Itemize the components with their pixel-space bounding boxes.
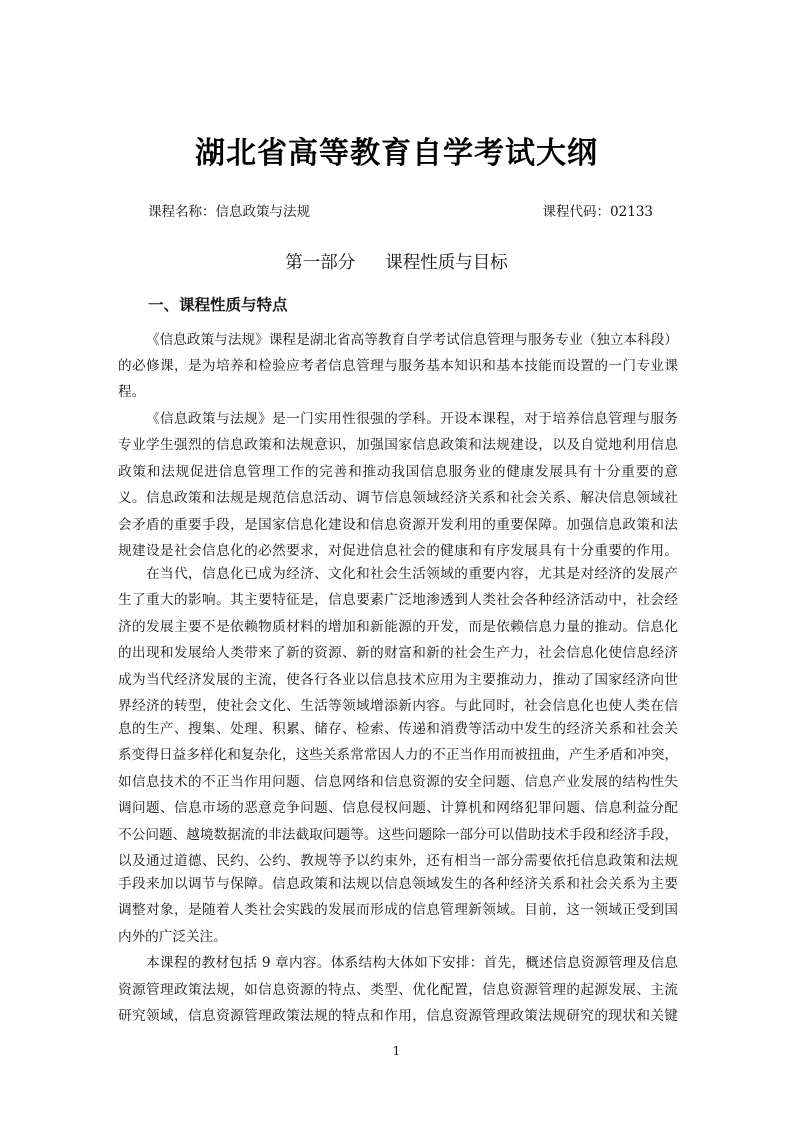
text-line: 济的发展主要不是依赖物质材料的增加和新能源的开发，而是依赖信息力量的推动。信息化 bbox=[118, 619, 678, 635]
text-line: 调整对象，是随着人类社会实践的发展而形成的信息管理新领域。目前，这一领域正受到国 bbox=[118, 902, 678, 918]
text-line: 不公问题、越境数据流的非法截取问题等。这些问题除一部分可以借助技术手段和经济手段， bbox=[118, 827, 678, 843]
text-line: 如信息技术的不正当作用问题、信息网络和信息资源的安全问题、信息产业发展的结构性失 bbox=[118, 774, 678, 790]
text-line: 本课程的教材包括 9 章内容。体系结构大体如下安排：首先，概述信息资源管理及信息 bbox=[146, 955, 678, 971]
text-line: 义。信息政策和法规是规范信息活动、调节信息领域经济关系和社会关系、解决信息领域社 bbox=[118, 490, 678, 506]
text-line: 手段来加以调节与保障。信息政策和法规以信息领域发生的各种经济关系和社会关系为主要 bbox=[118, 876, 678, 892]
course-code: 课程代码：02133 bbox=[542, 204, 653, 220]
text-line: 在当代，信息化已成为经济、文化和社会生活领域的重要内容，尤其是对经济的发展产 bbox=[146, 566, 678, 582]
part-heading bbox=[0, 249, 793, 274]
text-line: 会矛盾的重要手段，是国家信息化建设和信息资源开发利用的重要保障。加强信息政策和法 bbox=[118, 517, 678, 533]
course-name: 课程名称：信息政策与法规 bbox=[148, 204, 310, 220]
text-line: 息的生产、搜集、处理、积累、储存、检索、传递和消费等活动中发生的经济关系和社会关 bbox=[118, 721, 678, 737]
section-heading: 一、课程性质与特点 bbox=[148, 296, 288, 314]
part-name: 课程性质与目标 bbox=[385, 253, 508, 273]
text-line: 的必修课，是为培养和检验应考者信息管理与服务基本知识和基本技能而设置的一门专业课 bbox=[118, 358, 678, 374]
part-number: 第一部分 bbox=[285, 253, 356, 273]
text-line: 规建设是社会信息化的必然要求，对促进信息社会的健康和有序发展具有十分重要的作用。 bbox=[118, 543, 678, 559]
text-line: 以及通过道德、民约、公约、教规等予以约束外，还有相当一部分需要依托信息政策和法规 bbox=[118, 853, 678, 869]
text-line: 专业学生强烈的信息政策和法规意识，加强国家信息政策和法规建设，以及自觉地利用信息 bbox=[118, 437, 678, 453]
text-line: 成为当代经济发展的主流，使各行各业以信息技术应用为主要推动力，推动了国家经济向世 bbox=[118, 672, 678, 688]
text-line: 《信息政策与法规》是一门实用性很强的学科。开设本课程，对于培养信息管理与服务 bbox=[146, 411, 678, 427]
text-line: 的出现和发展给人类带来了新的资源、新的财富和新的社会生产力，社会信息化使信息经济 bbox=[118, 645, 678, 661]
text-line: 生了重大的影响。其主要特征是，信息要素广泛地渗透到人类社会各种经济活动中，社会经 bbox=[118, 592, 678, 608]
text-line: 调问题、信息市场的恶意竞争问题、信息侵权问题、计算机和网络犯罪问题、信息利益分配 bbox=[118, 800, 678, 816]
text-line: 研究领域，信息资源管理政策法规的特点和作用，信息资源管理政策法规研究的现状和关键 bbox=[118, 1008, 678, 1024]
text-line: 政策和法规促进信息管理工作的完善和推动我国信息服务业的健康发展具有十分重要的意 bbox=[118, 464, 678, 480]
text-line: 程。 bbox=[118, 384, 146, 400]
text-line: 《信息政策与法规》课程是湖北省高等教育自学考试信息管理与服务专业（独立本科段） bbox=[146, 332, 678, 348]
page-number: 1 bbox=[392, 1044, 401, 1058]
text-line: 界经济的转型，使社会文化、生活等领域增添新内容。与此同时，社会信息化也使人类在信 bbox=[118, 698, 678, 714]
document-title: 湖北省高等教育自学考试大纲 bbox=[195, 136, 598, 171]
text-line: 系变得日益多样化和复杂化，这些关系常常因人力的不正当作用而被扭曲，产生矛盾和冲突， bbox=[118, 747, 678, 763]
text-line: 资源管理政策法规，如信息资源的特点、类型、优化配置，信息资源管理的起源发展、主流 bbox=[118, 982, 678, 998]
text-line: 内外的广泛关注。 bbox=[118, 929, 227, 945]
